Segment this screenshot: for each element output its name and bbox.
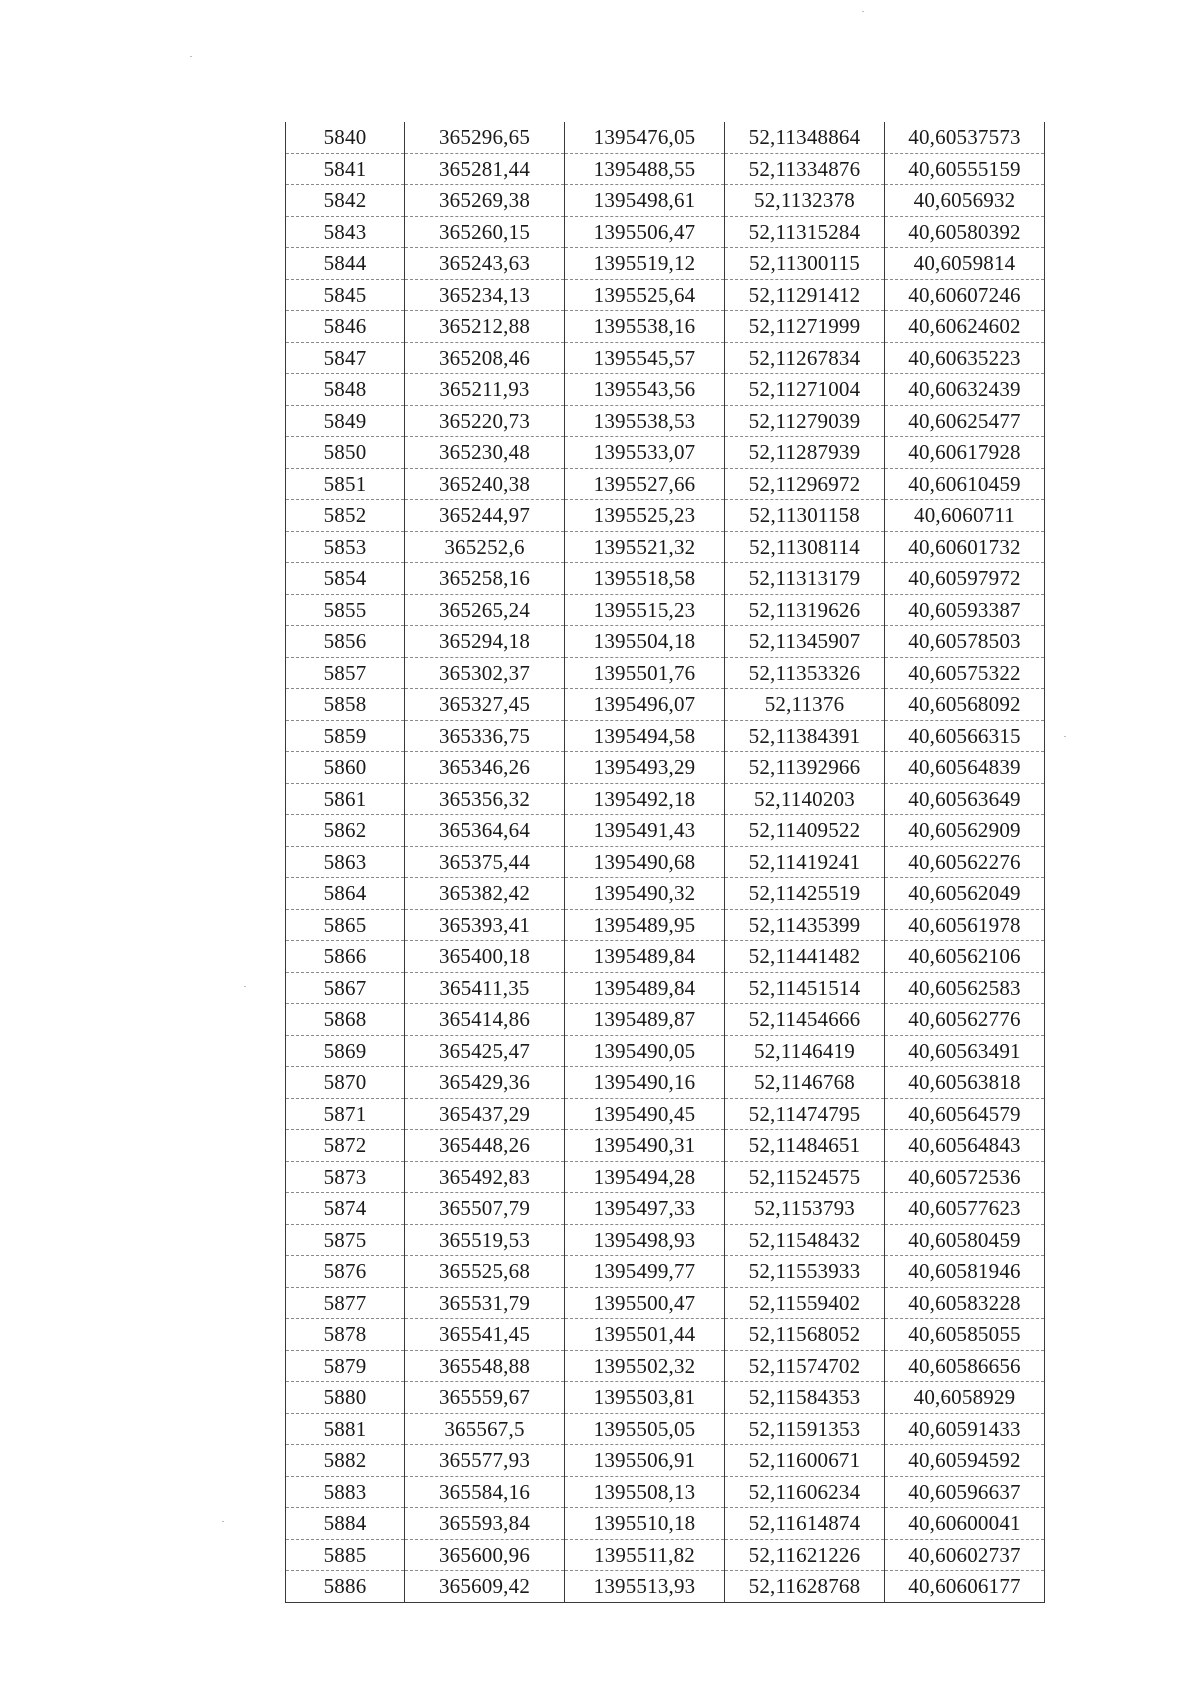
y-coordinate-cell: 1395497,33 [565,1193,725,1225]
x-coordinate-cell: 365437,29 [405,1098,565,1130]
table-row [286,279,1045,311]
longitude-cell: 40,60600041 [885,1508,1045,1540]
table-row [286,752,1045,784]
x-coordinate-cell: 365296,65 [405,122,565,153]
x-coordinate-cell: 365244,97 [405,500,565,532]
x-coordinate-cell: 365411,35 [405,972,565,1004]
y-coordinate-cell: 1395491,43 [565,815,725,847]
x-coordinate-cell: 365260,15 [405,216,565,248]
x-coordinate-cell: 365559,67 [405,1382,565,1414]
x-coordinate-cell: 365252,6 [405,531,565,563]
longitude-cell: 40,60561978 [885,909,1045,941]
x-coordinate-cell: 365230,48 [405,437,565,469]
latitude-cell: 52,1140203 [725,783,885,815]
point-number-cell: 5882 [286,1445,405,1477]
longitude-cell: 40,60575322 [885,657,1045,689]
latitude-cell: 52,11606234 [725,1476,885,1508]
table-row [286,626,1045,658]
y-coordinate-cell: 1395489,84 [565,972,725,1004]
longitude-cell: 40,60607246 [885,279,1045,311]
latitude-cell: 52,11334876 [725,153,885,185]
table-row [286,909,1045,941]
longitude-cell: 40,6056932 [885,185,1045,217]
y-coordinate-cell: 1395492,18 [565,783,725,815]
latitude-cell: 52,11376 [725,689,885,721]
point-number-cell: 5854 [286,563,405,595]
latitude-cell: 52,11584353 [725,1382,885,1414]
point-number-cell: 5872 [286,1130,405,1162]
y-coordinate-cell: 1395489,87 [565,1004,725,1036]
y-coordinate-cell: 1395501,44 [565,1319,725,1351]
scan-speck [222,1521,224,1522]
longitude-cell: 40,60564579 [885,1098,1045,1130]
x-coordinate-cell: 365600,96 [405,1539,565,1571]
y-coordinate-cell: 1395521,32 [565,531,725,563]
latitude-cell: 52,11548432 [725,1224,885,1256]
x-coordinate-cell: 365507,79 [405,1193,565,1225]
y-coordinate-cell: 1395519,12 [565,248,725,280]
point-number-cell: 5851 [286,468,405,500]
coordinates-table-body [286,122,1045,1602]
table-row [286,1571,1045,1603]
latitude-cell: 52,11279039 [725,405,885,437]
y-coordinate-cell: 1395518,58 [565,563,725,595]
longitude-cell: 40,60580392 [885,216,1045,248]
table-row [286,1130,1045,1162]
longitude-cell: 40,60562276 [885,846,1045,878]
latitude-cell: 52,11345907 [725,626,885,658]
point-number-cell: 5862 [286,815,405,847]
latitude-cell: 52,11559402 [725,1287,885,1319]
point-number-cell: 5843 [286,216,405,248]
point-number-cell: 5845 [286,279,405,311]
latitude-cell: 52,11614874 [725,1508,885,1540]
table-row [286,878,1045,910]
point-number-cell: 5849 [286,405,405,437]
x-coordinate-cell: 365220,73 [405,405,565,437]
x-coordinate-cell: 365269,38 [405,185,565,217]
longitude-cell: 40,60596637 [885,1476,1045,1508]
x-coordinate-cell: 365208,46 [405,342,565,374]
scan-speck [862,11,864,12]
longitude-cell: 40,60585055 [885,1319,1045,1351]
latitude-cell: 52,11308114 [725,531,885,563]
latitude-cell: 52,11591353 [725,1413,885,1445]
x-coordinate-cell: 365429,36 [405,1067,565,1099]
y-coordinate-cell: 1395493,29 [565,752,725,784]
latitude-cell: 52,1146768 [725,1067,885,1099]
x-coordinate-cell: 365281,44 [405,153,565,185]
longitude-cell: 40,60597972 [885,563,1045,595]
x-coordinate-cell: 365577,93 [405,1445,565,1477]
point-number-cell: 5876 [286,1256,405,1288]
scan-speck [244,986,246,987]
x-coordinate-cell: 365243,63 [405,248,565,280]
latitude-cell: 52,11315284 [725,216,885,248]
y-coordinate-cell: 1395490,32 [565,878,725,910]
latitude-cell: 52,11271999 [725,311,885,343]
longitude-cell: 40,60568092 [885,689,1045,721]
x-coordinate-cell: 365448,26 [405,1130,565,1162]
table-row [286,1287,1045,1319]
x-coordinate-cell: 365364,64 [405,815,565,847]
longitude-cell: 40,60601732 [885,531,1045,563]
y-coordinate-cell: 1395490,68 [565,846,725,878]
x-coordinate-cell: 365425,47 [405,1035,565,1067]
table-row [286,468,1045,500]
latitude-cell: 52,11301158 [725,500,885,532]
table-row [286,563,1045,595]
x-coordinate-cell: 365525,68 [405,1256,565,1288]
x-coordinate-cell: 365414,86 [405,1004,565,1036]
latitude-cell: 52,11568052 [725,1319,885,1351]
x-coordinate-cell: 365240,38 [405,468,565,500]
y-coordinate-cell: 1395538,53 [565,405,725,437]
latitude-cell: 52,11419241 [725,846,885,878]
table-row [286,1319,1045,1351]
x-coordinate-cell: 365211,93 [405,374,565,406]
longitude-cell: 40,60537573 [885,122,1045,153]
x-coordinate-cell: 365234,13 [405,279,565,311]
y-coordinate-cell: 1395506,91 [565,1445,725,1477]
scan-speck [1064,736,1066,737]
point-number-cell: 5869 [286,1035,405,1067]
latitude-cell: 52,11451514 [725,972,885,1004]
point-number-cell: 5842 [286,185,405,217]
point-number-cell: 5878 [286,1319,405,1351]
y-coordinate-cell: 1395494,58 [565,720,725,752]
point-number-cell: 5860 [286,752,405,784]
x-coordinate-cell: 365548,88 [405,1350,565,1382]
y-coordinate-cell: 1395533,07 [565,437,725,469]
point-number-cell: 5841 [286,153,405,185]
longitude-cell: 40,60562909 [885,815,1045,847]
point-number-cell: 5847 [286,342,405,374]
y-coordinate-cell: 1395504,18 [565,626,725,658]
y-coordinate-cell: 1395513,93 [565,1571,725,1603]
latitude-cell: 52,11291412 [725,279,885,311]
point-number-cell: 5865 [286,909,405,941]
y-coordinate-cell: 1395490,05 [565,1035,725,1067]
point-number-cell: 5858 [286,689,405,721]
y-coordinate-cell: 1395499,77 [565,1256,725,1288]
point-number-cell: 5883 [286,1476,405,1508]
point-number-cell: 5855 [286,594,405,626]
x-coordinate-cell: 365584,16 [405,1476,565,1508]
y-coordinate-cell: 1395489,84 [565,941,725,973]
table-row [286,405,1045,437]
table-row [286,594,1045,626]
x-coordinate-cell: 365567,5 [405,1413,565,1445]
point-number-cell: 5885 [286,1539,405,1571]
point-number-cell: 5881 [286,1413,405,1445]
x-coordinate-cell: 365393,41 [405,909,565,941]
point-number-cell: 5864 [286,878,405,910]
y-coordinate-cell: 1395525,23 [565,500,725,532]
longitude-cell: 40,60578503 [885,626,1045,658]
table-row [286,972,1045,1004]
x-coordinate-cell: 365212,88 [405,311,565,343]
x-coordinate-cell: 365302,37 [405,657,565,689]
table-row [286,1508,1045,1540]
x-coordinate-cell: 365609,42 [405,1571,565,1603]
longitude-cell: 40,60632439 [885,374,1045,406]
latitude-cell: 52,1153793 [725,1193,885,1225]
x-coordinate-cell: 365327,45 [405,689,565,721]
point-number-cell: 5844 [286,248,405,280]
table-row [286,1256,1045,1288]
longitude-cell: 40,60635223 [885,342,1045,374]
longitude-cell: 40,6059814 [885,248,1045,280]
point-number-cell: 5850 [286,437,405,469]
table-row [286,122,1045,153]
point-number-cell: 5859 [286,720,405,752]
table-row [286,311,1045,343]
y-coordinate-cell: 1395494,28 [565,1161,725,1193]
x-coordinate-cell: 365541,45 [405,1319,565,1351]
table-row [286,531,1045,563]
longitude-cell: 40,60564839 [885,752,1045,784]
longitude-cell: 40,6060711 [885,500,1045,532]
y-coordinate-cell: 1395488,55 [565,153,725,185]
table-row [286,1539,1045,1571]
longitude-cell: 40,6058929 [885,1382,1045,1414]
y-coordinate-cell: 1395508,13 [565,1476,725,1508]
x-coordinate-cell: 365294,18 [405,626,565,658]
latitude-cell: 52,11474795 [725,1098,885,1130]
point-number-cell: 5871 [286,1098,405,1130]
table-row [286,500,1045,532]
longitude-cell: 40,60555159 [885,153,1045,185]
x-coordinate-cell: 365531,79 [405,1287,565,1319]
x-coordinate-cell: 365593,84 [405,1508,565,1540]
latitude-cell: 52,11267834 [725,342,885,374]
table-row [286,248,1045,280]
point-number-cell: 5863 [286,846,405,878]
latitude-cell: 52,11553933 [725,1256,885,1288]
latitude-cell: 52,11484651 [725,1130,885,1162]
point-number-cell: 5884 [286,1508,405,1540]
point-number-cell: 5868 [286,1004,405,1036]
table-row [286,153,1045,185]
longitude-cell: 40,60591433 [885,1413,1045,1445]
latitude-cell: 52,11313179 [725,563,885,595]
latitude-cell: 52,11300115 [725,248,885,280]
latitude-cell: 52,11348864 [725,122,885,153]
longitude-cell: 40,60562106 [885,941,1045,973]
latitude-cell: 52,11574702 [725,1350,885,1382]
x-coordinate-cell: 365382,42 [405,878,565,910]
point-number-cell: 5877 [286,1287,405,1319]
latitude-cell: 52,11524575 [725,1161,885,1193]
point-number-cell: 5840 [286,122,405,153]
table-row [286,1067,1045,1099]
y-coordinate-cell: 1395490,16 [565,1067,725,1099]
x-coordinate-cell: 365258,16 [405,563,565,595]
coordinates-table [285,122,1045,1603]
point-number-cell: 5856 [286,626,405,658]
latitude-cell: 52,11425519 [725,878,885,910]
y-coordinate-cell: 1395489,95 [565,909,725,941]
point-number-cell: 5861 [286,783,405,815]
table-row [286,1445,1045,1477]
longitude-cell: 40,60606177 [885,1571,1045,1603]
latitude-cell: 52,11319626 [725,594,885,626]
table-row [286,720,1045,752]
x-coordinate-cell: 365336,75 [405,720,565,752]
y-coordinate-cell: 1395545,57 [565,342,725,374]
longitude-cell: 40,60580459 [885,1224,1045,1256]
longitude-cell: 40,60594592 [885,1445,1045,1477]
table-row [286,1035,1045,1067]
table-row [286,216,1045,248]
point-number-cell: 5879 [286,1350,405,1382]
point-number-cell: 5870 [286,1067,405,1099]
point-number-cell: 5880 [286,1382,405,1414]
y-coordinate-cell: 1395503,81 [565,1382,725,1414]
longitude-cell: 40,60577623 [885,1193,1045,1225]
point-number-cell: 5874 [286,1193,405,1225]
table-row [286,374,1045,406]
latitude-cell: 52,11392966 [725,752,885,784]
y-coordinate-cell: 1395490,31 [565,1130,725,1162]
table-row [286,1413,1045,1445]
longitude-cell: 40,60602737 [885,1539,1045,1571]
y-coordinate-cell: 1395515,23 [565,594,725,626]
table-row [286,1098,1045,1130]
x-coordinate-cell: 365519,53 [405,1224,565,1256]
table-row [286,1004,1045,1036]
scan-speck [190,56,192,57]
longitude-cell: 40,60562776 [885,1004,1045,1036]
x-coordinate-cell: 365492,83 [405,1161,565,1193]
point-number-cell: 5848 [286,374,405,406]
latitude-cell: 52,1146419 [725,1035,885,1067]
table-row [286,1382,1045,1414]
table-row [286,1193,1045,1225]
y-coordinate-cell: 1395498,93 [565,1224,725,1256]
longitude-cell: 40,60583228 [885,1287,1045,1319]
y-coordinate-cell: 1395510,18 [565,1508,725,1540]
y-coordinate-cell: 1395506,47 [565,216,725,248]
longitude-cell: 40,60586656 [885,1350,1045,1382]
table-row [286,689,1045,721]
latitude-cell: 52,11296972 [725,468,885,500]
latitude-cell: 52,11628768 [725,1571,885,1603]
longitude-cell: 40,60566315 [885,720,1045,752]
longitude-cell: 40,60564843 [885,1130,1045,1162]
table-row [286,1161,1045,1193]
x-coordinate-cell: 365375,44 [405,846,565,878]
latitude-cell: 52,1132378 [725,185,885,217]
longitude-cell: 40,60625477 [885,405,1045,437]
x-coordinate-cell: 365356,32 [405,783,565,815]
point-number-cell: 5846 [286,311,405,343]
latitude-cell: 52,11621226 [725,1539,885,1571]
point-number-cell: 5873 [286,1161,405,1193]
y-coordinate-cell: 1395501,76 [565,657,725,689]
table-row [286,815,1045,847]
latitude-cell: 52,11271004 [725,374,885,406]
y-coordinate-cell: 1395543,56 [565,374,725,406]
longitude-cell: 40,60563649 [885,783,1045,815]
longitude-cell: 40,60562049 [885,878,1045,910]
y-coordinate-cell: 1395538,16 [565,311,725,343]
table-row [286,783,1045,815]
table-row [286,342,1045,374]
latitude-cell: 52,11435399 [725,909,885,941]
latitude-cell: 52,11287939 [725,437,885,469]
table-row [286,1476,1045,1508]
table-row [286,846,1045,878]
longitude-cell: 40,60617928 [885,437,1045,469]
y-coordinate-cell: 1395476,05 [565,122,725,153]
longitude-cell: 40,60563818 [885,1067,1045,1099]
latitude-cell: 52,11384391 [725,720,885,752]
y-coordinate-cell: 1395502,32 [565,1350,725,1382]
latitude-cell: 52,11600671 [725,1445,885,1477]
table-row [286,185,1045,217]
longitude-cell: 40,60624602 [885,311,1045,343]
table-row [286,941,1045,973]
y-coordinate-cell: 1395525,64 [565,279,725,311]
y-coordinate-cell: 1395498,61 [565,185,725,217]
point-number-cell: 5875 [286,1224,405,1256]
table-row [286,1350,1045,1382]
point-number-cell: 5886 [286,1571,405,1603]
point-number-cell: 5857 [286,657,405,689]
x-coordinate-cell: 365346,26 [405,752,565,784]
longitude-cell: 40,60593387 [885,594,1045,626]
longitude-cell: 40,60610459 [885,468,1045,500]
longitude-cell: 40,60562583 [885,972,1045,1004]
point-number-cell: 5853 [286,531,405,563]
y-coordinate-cell: 1395496,07 [565,689,725,721]
table-row [286,657,1045,689]
y-coordinate-cell: 1395500,47 [565,1287,725,1319]
y-coordinate-cell: 1395505,05 [565,1413,725,1445]
latitude-cell: 52,11454666 [725,1004,885,1036]
y-coordinate-cell: 1395527,66 [565,468,725,500]
table-row [286,1224,1045,1256]
longitude-cell: 40,60563491 [885,1035,1045,1067]
table-row [286,437,1045,469]
x-coordinate-cell: 365400,18 [405,941,565,973]
latitude-cell: 52,11441482 [725,941,885,973]
longitude-cell: 40,60581946 [885,1256,1045,1288]
point-number-cell: 5867 [286,972,405,1004]
point-number-cell: 5866 [286,941,405,973]
latitude-cell: 52,11353326 [725,657,885,689]
longitude-cell: 40,60572536 [885,1161,1045,1193]
x-coordinate-cell: 365265,24 [405,594,565,626]
y-coordinate-cell: 1395490,45 [565,1098,725,1130]
latitude-cell: 52,11409522 [725,815,885,847]
point-number-cell: 5852 [286,500,405,532]
y-coordinate-cell: 1395511,82 [565,1539,725,1571]
